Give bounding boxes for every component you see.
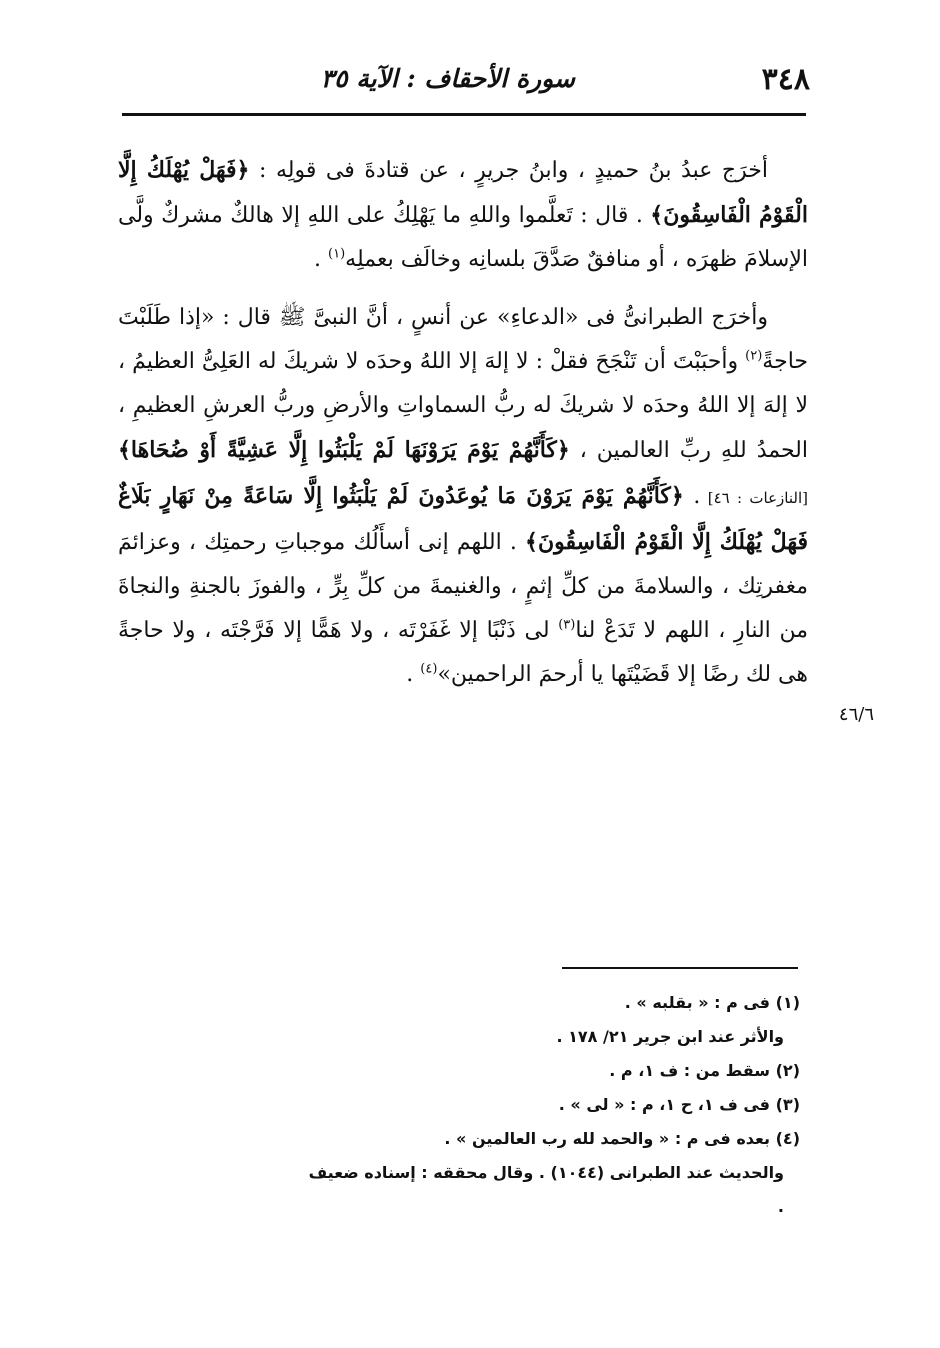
- margin-reference: ٤٦/٦: [838, 704, 874, 725]
- footnote-marker: (٤): [420, 661, 438, 677]
- footnote-1-continuation: والأثر عند ابن جرير ٢١/ ١٧٨ .: [556, 1027, 784, 1046]
- text-run: وأخرَج الطبرانىُّ فى «الدعاءِ» عن أنسٍ ، أنَّ النبىَّ ﷺ قال : «إذا طَلَبْتَ حاجةً: [118, 305, 808, 374]
- footnote-marker: (١): [328, 246, 346, 262]
- quran-verse: ﴿كَأَنَّهُمْ يَوْمَ يَرَوْنَهَا لَمْ يَلْبَثُوا إِلَّا عَشِيَّةً أَوْ ضُحَاهَا﴾: [118, 437, 570, 463]
- text-run: .: [314, 247, 329, 272]
- footnote-marker: (٢): [745, 348, 763, 364]
- text-run: .: [406, 662, 421, 687]
- text-run: . اللهم إنى أسأَلُك موجباتِ رحمتِك ، وعزائمَ مغفرتِك ، والسلامةَ من كلِّ إثمٍ ، والغنيمةَ من كلِّ بِرٍّ ، والفوزَ بالجنةِ والنجاةَ من النارِ ، اللهم لا تَدَعْ لنا: [118, 530, 808, 643]
- footnote-marker: (٣): [558, 617, 576, 633]
- text-run: .: [683, 484, 701, 509]
- quran-verse: ﴿فَهَلْ يُهْلَكُ إِلَّا الْقَوْمُ الْفَاسِقُونَ﴾: [118, 157, 808, 228]
- quran-verse: ﴿كَأَنَّهُمْ يَوْمَ يَرَوْنَ مَا يُوعَدُونَ لَمْ يَلْبَثُوا إِلَّا سَاعَةً مِنْ نَهَارٍ بَلَاغٌ فَهَلْ يُهْلَكُ إِلَّا الْقَوْمُ الْفَاسِقُونَ﴾: [118, 483, 808, 555]
- paragraph-1: [118, 148, 808, 282]
- page-header: [120, 58, 810, 106]
- text-run: أخرَج عبدُ بنُ حميدٍ ، وابنُ جريرٍ ، عن قتادةَ فى قولِه :: [249, 158, 768, 183]
- text-run: وأحبَبْتَ أن تَنْجَحَ فقلْ : لا إلهَ إلا اللهُ وحدَه لا شريكَ له العَلِىُّ العظيمُ ، لا إلهَ إلا اللهُ وحدَه لا شريكَ له ربُّ السماواتِ والأرضِ وربُّ العرشِ العظيمِ ، الحمدُ للهِ ربِّ العالمين ،: [118, 349, 809, 463]
- footnote-4-continuation: والحديث عند الطبرانى (١٠٤٤) . وقال محققه : إسناده ضعيف .: [308, 1163, 784, 1216]
- header-rule: [122, 113, 806, 116]
- page-number: ٣٤٨: [761, 62, 810, 97]
- paragraph-2: [118, 296, 808, 697]
- footnote-rule: [562, 967, 798, 969]
- verse-citation: [النازعات : ٤٦]: [700, 489, 808, 507]
- footnotes: [300, 986, 800, 1224]
- main-text: [118, 148, 808, 697]
- running-title: سورة الأحقاف : الآية ٣٥: [320, 64, 575, 93]
- text-run: لى ذَنْبًا إلا غَفَرْتَه ، ولا هَمًّا إلا فَرَّجْتَه ، ولا حاجةً هى لك رضًا إلا قَضَيْتَها يا أرحمَ الراحمين»: [118, 618, 808, 687]
- footnote-1: (١) فى م : « بقلبه » .: [624, 993, 800, 1012]
- footnote-3: (٣) فى ف ١، ح ١، م : « لى » .: [558, 1095, 800, 1114]
- footnote-2: (٢) سقط من : ف ١، م .: [609, 1061, 800, 1080]
- footnote-4: (٤) بعده فى م : « والحمد لله رب العالمين » .: [444, 1129, 800, 1148]
- text-run: . قال : تَعلَّموا واللهِ ما يَهْلِكُ على اللهِ إلا هالكٌ مشركٌ ولَّى الإسلامَ ظهرَه ، أو منافقٌ صَدَّقَ بلسانِه وخالَف بعملِه: [118, 203, 808, 272]
